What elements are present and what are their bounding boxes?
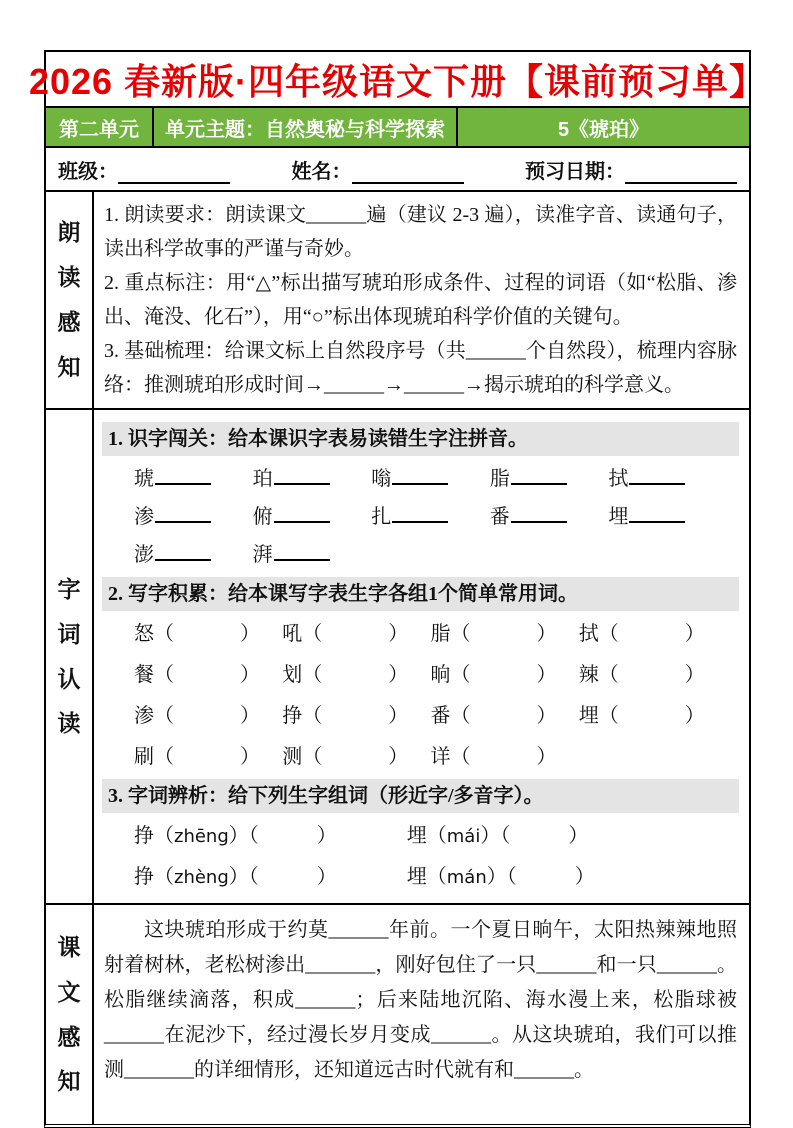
pinyin-char-cell <box>134 538 253 567</box>
section-reading-label: 朗读感知 <box>57 219 81 380</box>
pinyin-char-cell <box>490 500 609 529</box>
section-passage-side <box>46 905 94 1124</box>
task1-heading: 1. 识字闯关：给本课识字表易读错生字注拼音。 <box>102 422 739 456</box>
section-passage-content <box>94 905 749 1124</box>
pinyin-blank <box>511 462 567 485</box>
char: 嗡 <box>371 468 392 490</box>
class-blank <box>118 161 230 184</box>
char: 辣 <box>578 664 599 686</box>
open-paren: （ <box>302 705 323 727</box>
pinyin-char-grid <box>102 460 741 573</box>
pinyin-blank <box>629 462 685 485</box>
word-cell <box>134 740 282 769</box>
open-paren: （ <box>506 866 517 888</box>
char: 埋 <box>608 506 629 528</box>
char: 琥 <box>134 468 154 490</box>
pinyin-blank <box>155 500 211 523</box>
open-paren: （ <box>450 623 471 645</box>
name-field <box>292 155 464 184</box>
char: 湃 <box>252 544 273 566</box>
section-passage <box>46 903 749 1124</box>
char: 挣 <box>134 825 154 847</box>
char: 渗 <box>134 705 154 727</box>
close-paren: ） <box>480 825 501 847</box>
class-field <box>58 155 230 184</box>
section-reading-content <box>94 192 749 408</box>
pinyin: zhèng <box>174 867 229 888</box>
close-paren: ） <box>240 705 260 727</box>
open-paren: （ <box>450 746 471 768</box>
section-reading-side <box>46 192 94 408</box>
close-paren: ） <box>240 623 260 645</box>
close-paren: ） <box>388 664 409 686</box>
close-paren: ） <box>228 866 249 888</box>
char: 吼 <box>282 623 303 645</box>
open-paren: （ <box>154 664 174 686</box>
word-cell <box>134 699 282 728</box>
word-cell <box>579 617 727 646</box>
pinyin-char-cell <box>608 500 727 529</box>
char: 埋 <box>578 705 599 727</box>
reading-item-1: 1. 朗读要求：朗读课文______遍（建议 2-3 遍），读准字音、读通句子，读出科学故事的严谨与奇妙。 <box>104 204 737 260</box>
char: 拭 <box>608 468 629 490</box>
section-words <box>46 408 749 903</box>
open-paren: （ <box>302 623 323 645</box>
open-paren: （ <box>154 866 174 888</box>
char: 脂 <box>430 623 451 645</box>
pinyin-char-cell <box>134 462 253 491</box>
char: 挣 <box>282 705 303 727</box>
page-title: 2026 春新版·四年级语文下册【课前预习单】 <box>28 60 767 102</box>
section-words-content <box>94 410 749 903</box>
char: 埋 <box>406 866 427 888</box>
close-paren: ） <box>536 664 557 686</box>
open-paren: （ <box>154 623 174 645</box>
polyphone-cell <box>407 819 595 848</box>
reading-item-3: 3. 基础梳理：给课文标上自然段序号（共______个自然段），梳理内容脉络：推测琥珀形成时间→______→______→揭示琥珀的科学意义。 <box>104 340 737 396</box>
open-paren: （ <box>248 866 259 888</box>
worksheet <box>28 50 767 1128</box>
section-reading <box>46 190 749 408</box>
pinyin-blank <box>155 462 211 485</box>
pinyin-char-cell <box>608 462 727 491</box>
close-paren: ） <box>684 664 705 686</box>
close-paren: ） <box>316 825 337 847</box>
polyphone-grid <box>102 817 741 895</box>
char: 俯 <box>252 506 273 528</box>
close-paren: ） <box>684 623 705 645</box>
word-cell <box>282 617 430 646</box>
pinyin-blank <box>511 500 567 523</box>
open-paren: （ <box>598 705 619 727</box>
unit-number: 第二单元 <box>46 108 154 146</box>
close-paren: ） <box>574 866 595 888</box>
close-paren: ） <box>684 705 705 727</box>
char: 埋 <box>406 825 427 847</box>
close-paren: ） <box>388 746 409 768</box>
task3-heading: 3. 字词辨析：给下列生字组词（形近字/多音字）。 <box>102 779 739 813</box>
open-paren: （ <box>426 825 447 847</box>
close-paren: ） <box>228 825 249 847</box>
pinyin-blank <box>274 500 330 523</box>
char: 详 <box>430 746 451 768</box>
open-paren: （ <box>598 623 619 645</box>
date-field <box>525 155 737 184</box>
char: 测 <box>282 746 303 768</box>
section-words-side <box>46 410 94 903</box>
word-cell <box>431 699 579 728</box>
word-cell <box>431 740 579 769</box>
pinyin: zhēng <box>174 826 229 847</box>
date-blank <box>625 161 737 184</box>
char: 刷 <box>134 746 154 768</box>
unit-theme: 单元主题：自然奥秘与科学探索 <box>154 108 458 146</box>
pinyin-char-cell <box>371 500 490 529</box>
word-cell <box>134 617 282 646</box>
char: 挣 <box>134 866 154 888</box>
name-blank <box>352 161 464 184</box>
open-paren: （ <box>500 825 511 847</box>
passage-text: 这块琥珀形成于约莫______年前。一个夏日晌午，太阳热辣辣地照射着树林，老松树渗出_______，刚好包住了一只______和一只______。松脂继续滴落，积成______；后来陆地沉陷、海水漫上来，松脂球被______在泥沙下，经过漫长岁月变成______。从这块琥珀，我们可以推测_______的详细情形，还知道远古时代就有和______。 <box>104 919 737 1081</box>
word-cell <box>282 658 430 687</box>
word-cell <box>282 699 430 728</box>
close-paren: ） <box>486 866 507 888</box>
pinyin: mán <box>446 867 487 888</box>
pinyin-char-cell <box>371 462 490 491</box>
section-words-label: 字词认读 <box>57 575 81 737</box>
open-paren: （ <box>154 746 174 768</box>
close-paren: ） <box>240 746 260 768</box>
char: 渗 <box>134 506 154 528</box>
polyphone-cell <box>134 819 337 848</box>
close-paren: ） <box>388 623 409 645</box>
char: 澎 <box>134 544 154 566</box>
polyphone-cell <box>407 860 595 889</box>
word-cell <box>579 658 727 687</box>
pinyin-char-cell <box>253 538 372 567</box>
task2-heading: 2. 写字积累：给本课写字表生字各组1个简单常用词。 <box>102 577 739 611</box>
close-paren: ） <box>536 623 557 645</box>
open-paren: （ <box>450 664 471 686</box>
name-label: 姓名： <box>291 160 352 183</box>
word-cell <box>282 740 430 769</box>
open-paren: （ <box>426 866 447 888</box>
word-cell <box>579 699 727 728</box>
char: 珀 <box>252 468 273 490</box>
pinyin-char-cell <box>253 500 372 529</box>
char: 脂 <box>489 468 510 490</box>
pinyin-blank <box>155 538 211 561</box>
open-paren: （ <box>598 664 619 686</box>
pinyin-char-cell <box>490 462 609 491</box>
word-cell <box>431 658 579 687</box>
class-label: 班级： <box>58 160 118 183</box>
word-building-grid <box>102 615 741 775</box>
date-label: 预习日期： <box>525 160 625 183</box>
pinyin-blank <box>274 538 330 561</box>
close-paren: ） <box>316 866 337 888</box>
char: 划 <box>282 664 303 686</box>
close-paren: ） <box>536 705 557 727</box>
pinyin-blank <box>392 500 448 523</box>
close-paren: ） <box>388 705 409 727</box>
open-paren: （ <box>248 825 259 847</box>
pinyin: mái <box>446 826 481 847</box>
pinyin-blank <box>629 500 685 523</box>
pinyin-char-cell <box>253 462 372 491</box>
char: 餐 <box>134 664 154 686</box>
pinyin-char-cell <box>134 500 253 529</box>
open-paren: （ <box>302 746 323 768</box>
char: 番 <box>489 506 510 528</box>
open-paren: （ <box>450 705 471 727</box>
section-passage-label: 课文感知 <box>57 933 81 1095</box>
char: 晌 <box>430 664 451 686</box>
pinyin-blank <box>392 462 448 485</box>
open-paren: （ <box>154 825 174 847</box>
reading-item-2: 2. 重点标注：用“△”标出描写琥珀形成条件、过程的词语（如“松脂、渗出、淹没、化石”），用“○”标出体现琥珀科学价值的关键句。 <box>104 272 737 328</box>
word-cell <box>134 658 282 687</box>
close-paren: ） <box>240 664 260 686</box>
close-paren: ） <box>536 746 557 768</box>
close-paren: ） <box>568 825 589 847</box>
lesson-title: 5《琥珀》 <box>557 118 650 141</box>
char: 拭 <box>578 623 599 645</box>
pinyin-blank <box>274 462 330 485</box>
char: 扎 <box>371 506 392 528</box>
char: 番 <box>430 705 451 727</box>
student-info-row <box>46 148 749 190</box>
open-paren: （ <box>154 705 174 727</box>
polyphone-cell <box>134 860 337 889</box>
unit-bar <box>46 106 749 148</box>
open-paren: （ <box>302 664 323 686</box>
char: 怒 <box>134 623 154 645</box>
word-cell <box>431 617 579 646</box>
